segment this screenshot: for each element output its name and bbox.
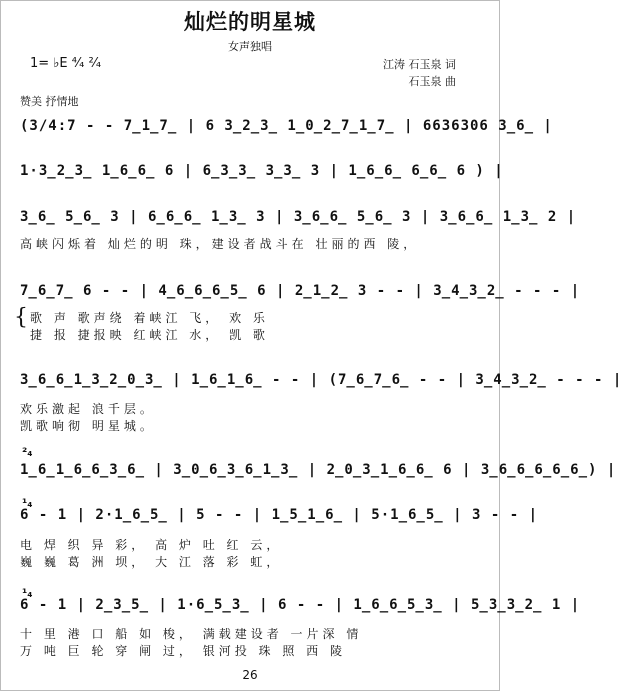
key-signature: 1= ♭E ⁴⁄₄ ²⁄₄ [30,56,102,71]
composer-credit: 石玉泉 曲 [408,75,456,88]
time-sig-change-1: ²₄ [22,445,33,459]
notation-line-1: (3/4:7 - - 7̲1̲7̲ | 6 3̲2̲3̲ 1̲0̲2̲7̲1̲7̲ | 6636306 3̲6̲ | [20,118,553,134]
lyricist-credit: 江涛 石玉泉 词 [383,58,456,71]
notation-line-6: 1̲6̲1̲6̲6̲3̲6̲ | 3̲0̲6̲3̲6̲1̲3̲ | 2̲0̲3̲1̲6̲6̲ 6 | 3̲6̲6̲6̲6̲6̲) | [20,462,617,478]
verse-brace: { [14,305,28,330]
song-title: 灿烂的明星城 [184,9,316,34]
lyric-line-8a: 十 里 港 口 船 如 梭， 满载建设者 一片深 情 [20,627,363,641]
notation-line-2: 1·3̲2̲3̲ 1̲6̲6̲ 6 | 6̲3̲3̲ 3̲3̲ 3 | 1̲6̲6̲ 6̲6̲ 6 ) | [20,163,504,179]
lyric-line-5a: 欢乐激起 浪千层。 [20,402,156,416]
notation-line-4: 7̲6̲7̲ 6 - - | 4̲6̲6̲6̲5̲ 6 | 2̲1̲2̲ 3 - - | 3̲4̲3̲2̲ - - - | [20,283,581,299]
lyric-line-7a: 电 焊 织 异 彩， 高 炉 吐 红 云， [20,538,283,552]
lyric-line-3: 高峡闪烁着 灿烂的明 珠，建设者战斗在 壮丽的西 陵， [20,237,420,251]
tempo-marking: 赞美 抒情地 [20,95,79,108]
notation-line-3: 3̲6̲ 5̲6̲ 3 | 6̲6̲6̲ 1̲3̲ 3 | 3̲6̲6̲ 5̲6̲ 3 | 3̲6̲6̲ 1̲3̲ 2 | [20,209,577,225]
lyric-line-8b: 万 吨 巨 轮 穿 闸 过， 银河投 珠 照 西 陵 [20,644,346,658]
notation-line-7: 6 - 1 | 2·1̲6̲5̲ | 5 - - | 1̲5̲1̲6̲ | 5·1̲6̲5̲ | 3 - - | [20,507,539,523]
time-sig-change-2: ¹₄ [22,496,33,510]
page-number: 26 [242,668,258,682]
lyric-line-4a: 歌 声 歌声绕 着峡江 飞， 欢 乐 [30,311,269,325]
lyric-line-4b: 捷 报 捷报映 红峡江 水， 凯 歌 [30,328,269,342]
lyric-line-7b: 巍 巍 葛 洲 坝， 大 江 落 彩 虹， [20,555,283,569]
notation-line-5: 3̲6̲6̲1̲3̲2̲0̲3̲ | 1̲6̲1̲6̲ - - | (7̲6̲7̲6̲ - - | 3̲4̲3̲2̲ - - - | [20,372,622,388]
notation-line-8: 6 - 1 | 2̲3̲5̲ | 1·6̲5̲3̲ | 6 - - | 1̲6̲6̲5̲3̲ | 5̲3̲3̲2̲ 1 | [20,597,581,613]
time-sig-change-3: ¹₄ [22,586,33,600]
subtitle: 女声独唱 [228,40,272,53]
lyric-line-5b: 凯歌响彻 明星城。 [20,419,156,433]
